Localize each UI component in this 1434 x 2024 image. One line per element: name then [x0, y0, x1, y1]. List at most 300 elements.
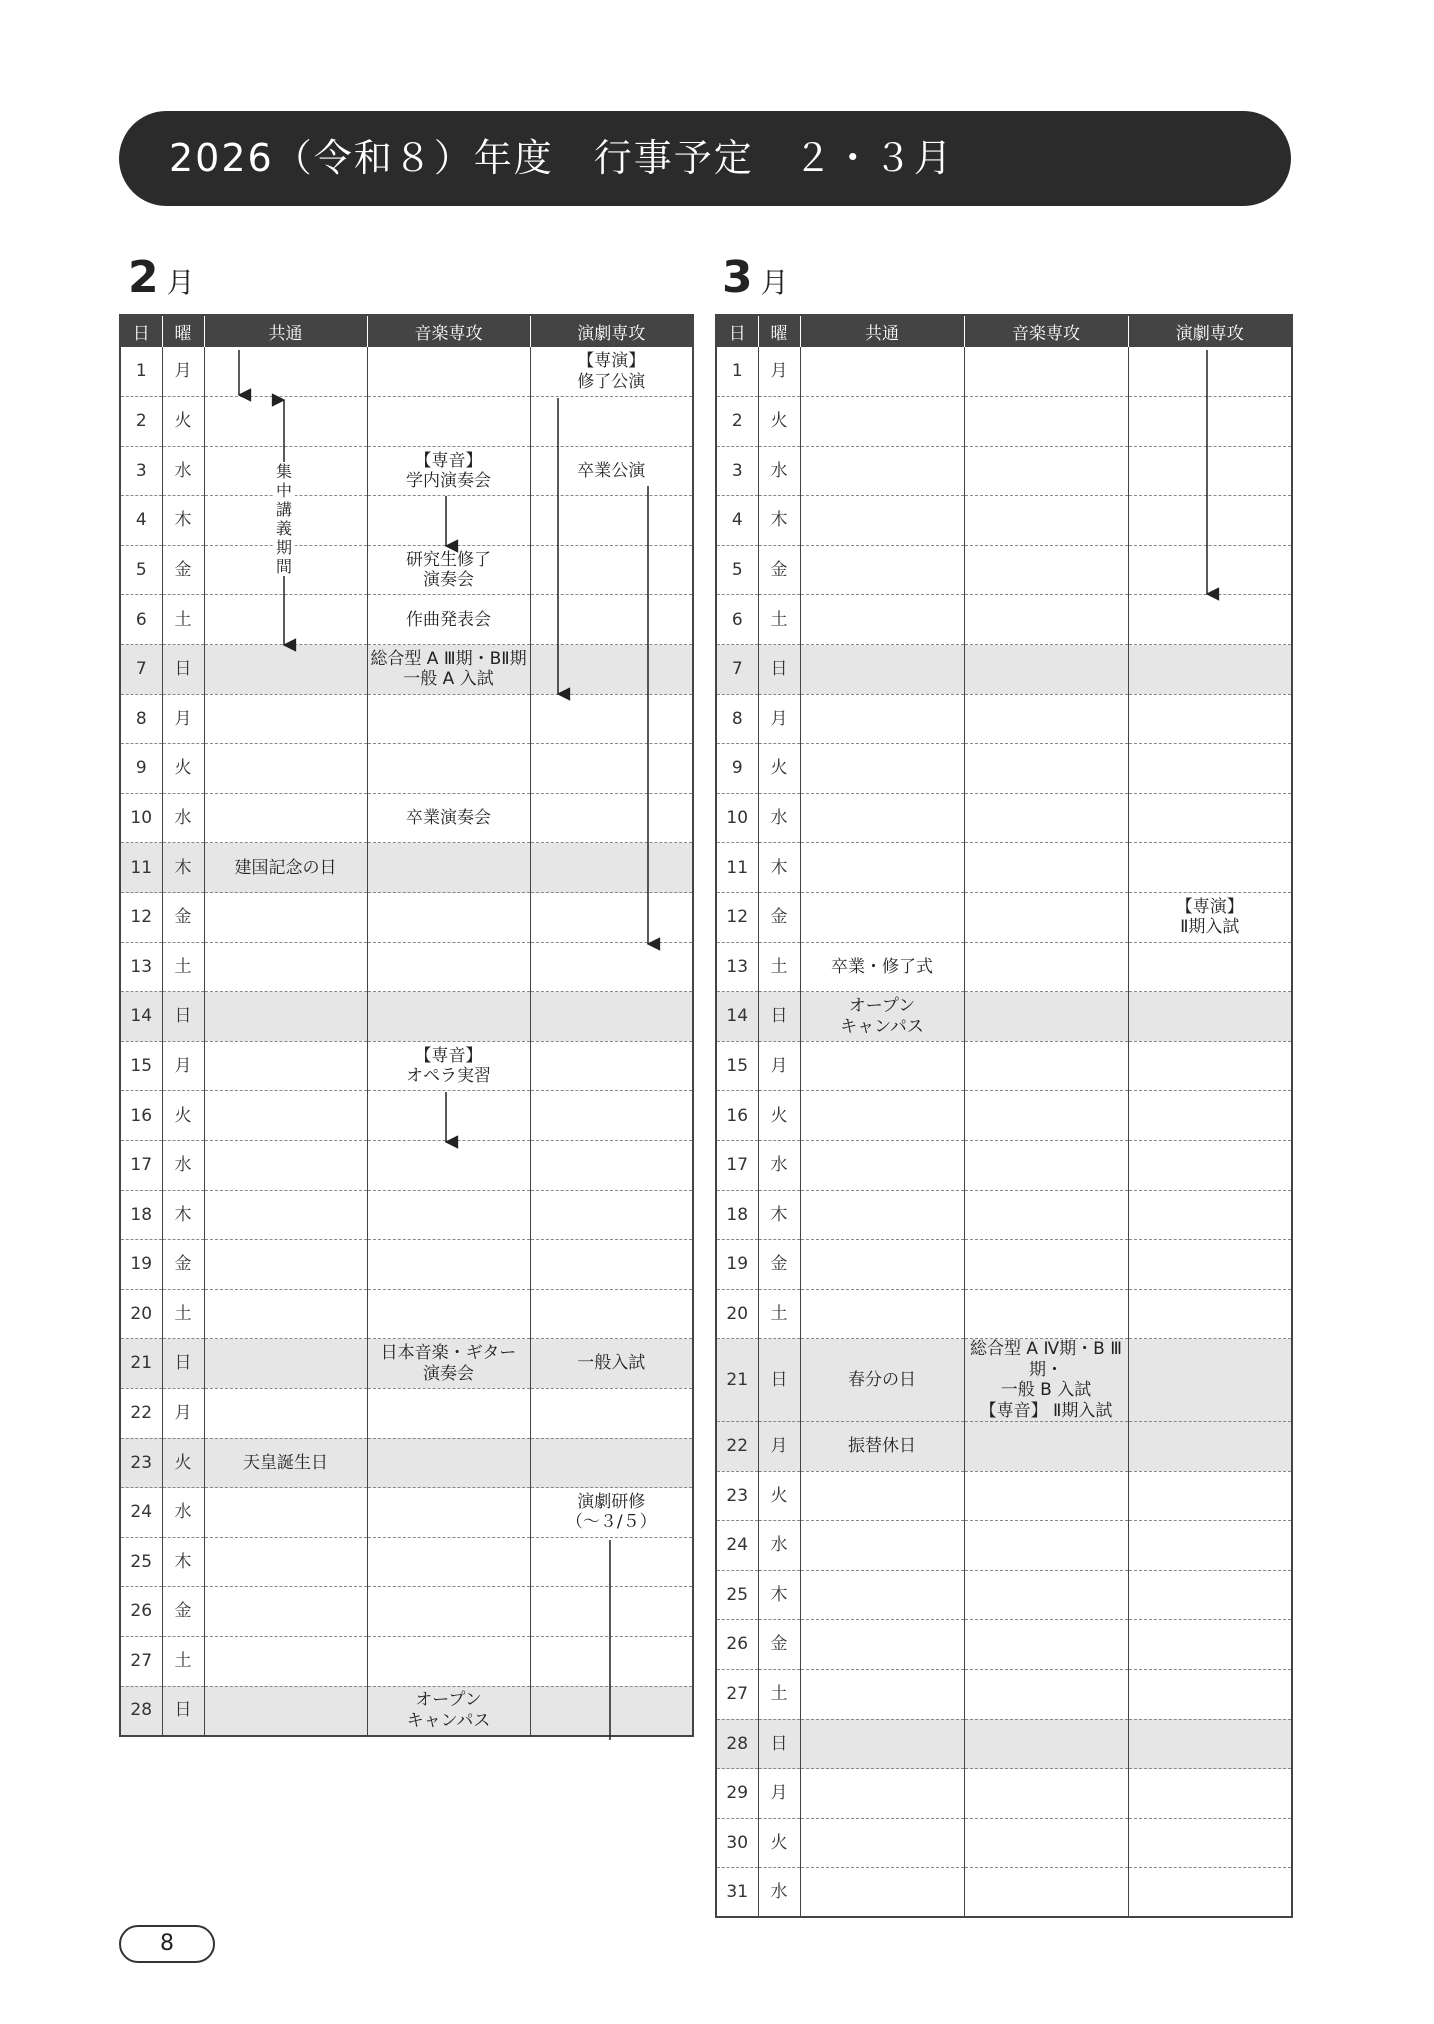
drama-cell: [1128, 1719, 1292, 1769]
drama-cell: [530, 1240, 693, 1290]
music-cell: [964, 1240, 1128, 1290]
music-cell: [367, 694, 530, 744]
table-row: [120, 397, 693, 447]
day-number: 2: [716, 397, 758, 447]
drama-cell: [530, 1686, 693, 1736]
weekday: 木: [758, 843, 800, 893]
music-cell: [964, 1041, 1128, 1091]
music-cell: [964, 1719, 1128, 1769]
music-cell: [964, 645, 1128, 695]
drama-cell: [1128, 1570, 1292, 1620]
music-cell: 【専音】 オペラ実習: [367, 1041, 530, 1091]
day-number: 23: [716, 1471, 758, 1521]
day-number: 1: [716, 347, 758, 397]
mar-month-title: [722, 252, 789, 303]
weekday: 金: [162, 893, 204, 943]
weekday: 月: [162, 1388, 204, 1438]
table-row: [120, 1289, 693, 1339]
drama-cell: [1128, 595, 1292, 645]
table-row: [716, 793, 1292, 843]
drama-cell: [1128, 1190, 1292, 1240]
drama-cell: [530, 1190, 693, 1240]
weekday: 水: [758, 446, 800, 496]
drama-cell: [1128, 1521, 1292, 1571]
drama-cell: [530, 893, 693, 943]
music-cell: [367, 496, 530, 546]
drama-cell: [530, 545, 693, 595]
common-cell: [800, 1471, 964, 1521]
drama-cell: [530, 694, 693, 744]
drama-cell: [1128, 1141, 1292, 1191]
music-cell: [964, 545, 1128, 595]
weekday: 水: [162, 446, 204, 496]
drama-cell: [1128, 744, 1292, 794]
common-cell: [204, 893, 367, 943]
day-number: 4: [716, 496, 758, 546]
music-cell: [367, 1141, 530, 1191]
drama-cell: [530, 793, 693, 843]
feb-header-row: [120, 315, 693, 347]
weekday: 火: [162, 1091, 204, 1141]
col-day: 日: [120, 315, 162, 347]
day-number: 24: [120, 1488, 162, 1538]
table-row: [716, 1620, 1292, 1670]
day-number: 22: [120, 1388, 162, 1438]
weekday: 日: [162, 645, 204, 695]
col-common: 共通: [800, 315, 964, 347]
day-number: 7: [716, 645, 758, 695]
table-row: [716, 397, 1292, 447]
table-row: [120, 694, 693, 744]
weekday: 日: [758, 1339, 800, 1422]
drama-cell: [1128, 1868, 1292, 1918]
common-cell: [204, 793, 367, 843]
drama-cell: 一般入試: [530, 1339, 693, 1389]
common-cell: [800, 1521, 964, 1571]
common-cell: [800, 1719, 964, 1769]
day-number: 14: [716, 992, 758, 1042]
weekday: 月: [758, 347, 800, 397]
weekday: 日: [758, 1719, 800, 1769]
day-number: 17: [716, 1141, 758, 1191]
day-number: 12: [716, 893, 758, 943]
day-number: 15: [716, 1041, 758, 1091]
common-cell: 春分の日: [800, 1339, 964, 1422]
common-cell: [204, 1141, 367, 1191]
day-number: 4: [120, 496, 162, 546]
day-number: 6: [120, 595, 162, 645]
weekday: 日: [758, 992, 800, 1042]
table-row: [716, 744, 1292, 794]
drama-cell: [1128, 1669, 1292, 1719]
weekday: 火: [758, 1818, 800, 1868]
day-number: 18: [716, 1190, 758, 1240]
drama-cell: 【専演】 修了公演: [530, 347, 693, 397]
table-row: [120, 446, 693, 496]
common-cell: [204, 397, 367, 447]
music-cell: [367, 1438, 530, 1488]
day-number: 16: [716, 1091, 758, 1141]
common-cell: 卒業・修了式: [800, 942, 964, 992]
common-cell: [204, 1339, 367, 1389]
day-number: 9: [716, 744, 758, 794]
day-number: 18: [120, 1190, 162, 1240]
common-cell: [204, 942, 367, 992]
table-row: [716, 1471, 1292, 1521]
common-cell: [204, 1240, 367, 1290]
weekday: 水: [758, 1868, 800, 1918]
common-cell: [800, 545, 964, 595]
day-number: 8: [120, 694, 162, 744]
common-cell: オープン キャンパス: [800, 992, 964, 1042]
drama-cell: [530, 1537, 693, 1587]
drama-cell: [1128, 1620, 1292, 1670]
common-cell: [204, 1041, 367, 1091]
table-row: [716, 545, 1292, 595]
music-cell: [964, 1471, 1128, 1521]
weekday: 土: [162, 942, 204, 992]
music-cell: [367, 1388, 530, 1438]
common-cell: [800, 1868, 964, 1918]
weekday: 月: [758, 1041, 800, 1091]
col-weekday: 曜: [758, 315, 800, 347]
table-row: [120, 1488, 693, 1538]
day-number: 2: [120, 397, 162, 447]
day-number: 25: [120, 1537, 162, 1587]
music-cell: [964, 1868, 1128, 1918]
drama-cell: [1128, 347, 1292, 397]
music-cell: [367, 1636, 530, 1686]
drama-cell: [530, 397, 693, 447]
drama-cell: [1128, 1240, 1292, 1290]
weekday: 土: [758, 1289, 800, 1339]
table-row: [120, 1686, 693, 1736]
common-cell: [800, 744, 964, 794]
music-cell: [367, 1091, 530, 1141]
common-cell: [800, 793, 964, 843]
common-cell: 天皇誕生日: [204, 1438, 367, 1488]
music-cell: [964, 1289, 1128, 1339]
drama-cell: [1128, 942, 1292, 992]
music-cell: [964, 347, 1128, 397]
day-number: 5: [716, 545, 758, 595]
music-cell: [964, 992, 1128, 1042]
drama-cell: [1128, 992, 1292, 1042]
table-row: [716, 893, 1292, 943]
col-weekday: 曜: [162, 315, 204, 347]
music-cell: [367, 347, 530, 397]
table-row: [716, 1868, 1292, 1918]
music-cell: [964, 595, 1128, 645]
drama-cell: [1128, 694, 1292, 744]
weekday: 火: [758, 744, 800, 794]
common-cell: [204, 595, 367, 645]
common-cell: [800, 1041, 964, 1091]
drama-cell: [530, 645, 693, 695]
common-cell: [204, 694, 367, 744]
music-cell: [964, 1769, 1128, 1819]
day-number: 13: [716, 942, 758, 992]
common-cell: [800, 1769, 964, 1819]
weekday: 水: [758, 793, 800, 843]
feb-calendar-table: [119, 314, 694, 1737]
common-cell: [800, 645, 964, 695]
drama-cell: [530, 595, 693, 645]
common-cell: [204, 1636, 367, 1686]
music-cell: [964, 694, 1128, 744]
table-row: [716, 1570, 1292, 1620]
day-number: 7: [120, 645, 162, 695]
table-row: [716, 347, 1292, 397]
day-number: 6: [716, 595, 758, 645]
day-number: 31: [716, 1868, 758, 1918]
weekday: 土: [758, 595, 800, 645]
weekday: 金: [758, 1240, 800, 1290]
col-day: 日: [716, 315, 758, 347]
table-row: [716, 694, 1292, 744]
common-cell: [204, 744, 367, 794]
weekday: 水: [162, 793, 204, 843]
table-row: [716, 1669, 1292, 1719]
weekday: 木: [162, 1190, 204, 1240]
table-row: [120, 645, 693, 695]
common-cell: [800, 843, 964, 893]
common-cell: [800, 1620, 964, 1670]
day-number: 10: [120, 793, 162, 843]
music-cell: [964, 446, 1128, 496]
col-common: 共通: [204, 315, 367, 347]
drama-cell: [530, 1636, 693, 1686]
drama-cell: [1128, 793, 1292, 843]
table-row: [120, 1339, 693, 1389]
common-cell: [204, 1587, 367, 1637]
table-row: [716, 1818, 1292, 1868]
weekday: 土: [162, 1636, 204, 1686]
table-row: [120, 992, 693, 1042]
weekday: 土: [162, 1289, 204, 1339]
common-cell: [204, 1289, 367, 1339]
common-cell: 振替休日: [800, 1421, 964, 1471]
day-number: 15: [120, 1041, 162, 1091]
weekday: 火: [162, 1438, 204, 1488]
table-row: [716, 1339, 1292, 1422]
music-cell: [964, 793, 1128, 843]
common-cell: [800, 1669, 964, 1719]
intensive-period-label: 集 中 講 義 期 間: [273, 462, 295, 576]
drama-cell: [1128, 1339, 1292, 1422]
drama-cell: 【専演】 Ⅱ期入試: [1128, 893, 1292, 943]
drama-cell: [530, 1388, 693, 1438]
table-row: [120, 1388, 693, 1438]
table-row: [120, 1636, 693, 1686]
common-cell: [204, 1388, 367, 1438]
music-cell: [367, 992, 530, 1042]
common-cell: [800, 1091, 964, 1141]
day-number: 26: [716, 1620, 758, 1670]
table-row: [120, 595, 693, 645]
table-row: [716, 496, 1292, 546]
drama-cell: [1128, 1421, 1292, 1471]
mar-month-unit: 月: [760, 266, 789, 299]
common-cell: [800, 1570, 964, 1620]
table-row: [120, 744, 693, 794]
common-cell: [800, 1818, 964, 1868]
table-row: [716, 645, 1292, 695]
weekday: 土: [758, 942, 800, 992]
music-cell: [367, 744, 530, 794]
common-cell: [800, 694, 964, 744]
drama-cell: [1128, 1769, 1292, 1819]
music-cell: [964, 1620, 1128, 1670]
day-number: 3: [716, 446, 758, 496]
day-number: 8: [716, 694, 758, 744]
table-row: [716, 1190, 1292, 1240]
day-number: 22: [716, 1421, 758, 1471]
table-row: [716, 446, 1292, 496]
drama-cell: [1128, 843, 1292, 893]
day-number: 28: [716, 1719, 758, 1769]
weekday: 金: [758, 893, 800, 943]
mar-month-number: 3: [722, 252, 753, 303]
day-number: 11: [120, 843, 162, 893]
music-cell: [964, 1421, 1128, 1471]
weekday: 日: [162, 1686, 204, 1736]
drama-cell: [1128, 1289, 1292, 1339]
page-title: 2026（令和８）年度 行事予定 ２・３月: [119, 111, 1291, 206]
music-cell: [964, 843, 1128, 893]
day-number: 19: [716, 1240, 758, 1290]
drama-cell: [530, 843, 693, 893]
day-number: 30: [716, 1818, 758, 1868]
music-cell: 日本音楽・ギター 演奏会: [367, 1339, 530, 1389]
music-cell: オープン キャンパス: [367, 1686, 530, 1736]
weekday: 金: [758, 1620, 800, 1670]
table-row: [716, 1289, 1292, 1339]
col-music: 音楽専攻: [367, 315, 530, 347]
drama-cell: [1128, 1091, 1292, 1141]
table-row: [716, 992, 1292, 1042]
day-number: 1: [120, 347, 162, 397]
feb-month-unit: 月: [166, 266, 195, 299]
common-cell: [204, 1488, 367, 1538]
day-number: 14: [120, 992, 162, 1042]
day-number: 20: [120, 1289, 162, 1339]
music-cell: [964, 1190, 1128, 1240]
drama-cell: [1128, 446, 1292, 496]
table-row: [120, 843, 693, 893]
music-cell: [964, 1669, 1128, 1719]
weekday: 金: [162, 545, 204, 595]
music-cell: [964, 1091, 1128, 1141]
common-cell: [800, 347, 964, 397]
table-row: [716, 1091, 1292, 1141]
music-cell: [964, 942, 1128, 992]
music-cell: 卒業演奏会: [367, 793, 530, 843]
table-row: [120, 1190, 693, 1240]
day-number: 21: [120, 1339, 162, 1389]
weekday: 木: [162, 1537, 204, 1587]
table-row: [120, 1041, 693, 1091]
day-number: 26: [120, 1587, 162, 1637]
weekday: 水: [758, 1141, 800, 1191]
day-number: 21: [716, 1339, 758, 1422]
common-cell: [204, 1537, 367, 1587]
table-row: [120, 1587, 693, 1637]
common-cell: [800, 496, 964, 546]
weekday: 金: [162, 1240, 204, 1290]
weekday: 金: [162, 1587, 204, 1637]
table-row: [716, 1769, 1292, 1819]
weekday: 木: [758, 1570, 800, 1620]
table-row: [716, 1719, 1292, 1769]
music-cell: [367, 843, 530, 893]
day-number: 27: [120, 1636, 162, 1686]
drama-cell: [530, 744, 693, 794]
weekday: 水: [758, 1521, 800, 1571]
drama-cell: [530, 1091, 693, 1141]
weekday: 木: [758, 496, 800, 546]
weekday: 水: [162, 1488, 204, 1538]
music-cell: [367, 942, 530, 992]
weekday: 火: [758, 397, 800, 447]
weekday: 木: [758, 1190, 800, 1240]
table-row: [120, 942, 693, 992]
col-drama: 演劇専攻: [530, 315, 693, 347]
common-cell: [204, 347, 367, 397]
drama-cell: [1128, 1818, 1292, 1868]
music-cell: [367, 1289, 530, 1339]
table-row: [120, 1141, 693, 1191]
col-drama: 演劇専攻: [1128, 315, 1292, 347]
day-number: 19: [120, 1240, 162, 1290]
weekday: 火: [758, 1471, 800, 1521]
drama-cell: [530, 1041, 693, 1091]
weekday: 月: [162, 1041, 204, 1091]
music-cell: [367, 893, 530, 943]
common-cell: [800, 1240, 964, 1290]
drama-cell: [1128, 496, 1292, 546]
table-row: [716, 1141, 1292, 1191]
day-number: 10: [716, 793, 758, 843]
day-number: 25: [716, 1570, 758, 1620]
common-cell: [204, 1686, 367, 1736]
common-cell: [204, 1190, 367, 1240]
table-row: [120, 1091, 693, 1141]
day-number: 5: [120, 545, 162, 595]
drama-cell: [1128, 397, 1292, 447]
table-row: [716, 1521, 1292, 1571]
music-cell: [367, 397, 530, 447]
music-cell: [367, 1190, 530, 1240]
music-cell: 総合型 A Ⅲ期・BⅡ期 一般 A 入試: [367, 645, 530, 695]
common-cell: 建国記念の日: [204, 843, 367, 893]
day-number: 11: [716, 843, 758, 893]
music-cell: [367, 1488, 530, 1538]
day-number: 27: [716, 1669, 758, 1719]
weekday: 木: [162, 496, 204, 546]
weekday: 土: [758, 1669, 800, 1719]
music-cell: [964, 496, 1128, 546]
weekday: 月: [758, 1769, 800, 1819]
feb-month-title: [128, 252, 195, 303]
weekday: 金: [758, 545, 800, 595]
music-cell: [964, 893, 1128, 943]
drama-cell: [1128, 1471, 1292, 1521]
table-row: [120, 545, 693, 595]
day-number: 29: [716, 1769, 758, 1819]
common-cell: [800, 1190, 964, 1240]
drama-cell: [530, 496, 693, 546]
